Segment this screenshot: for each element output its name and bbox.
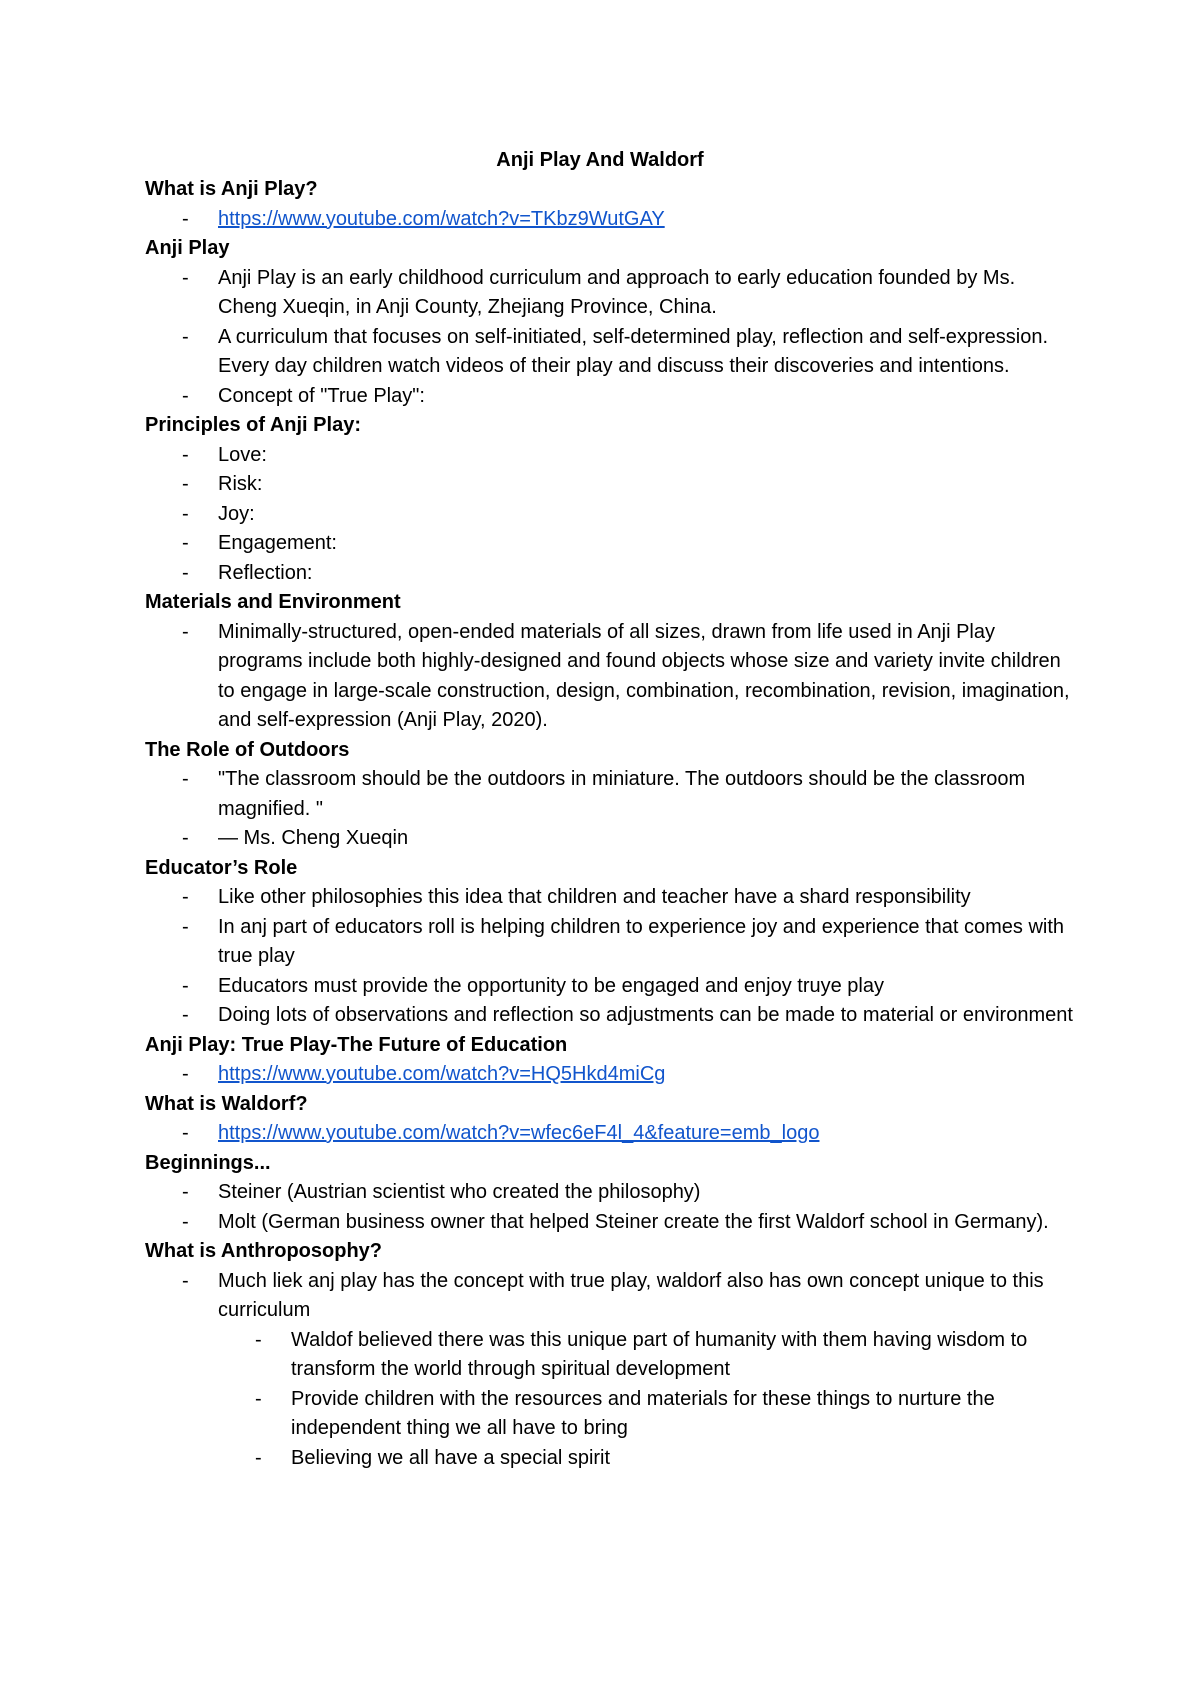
list-item — [145, 1208, 1075, 1238]
document-body — [145, 175, 1075, 1473]
bullet-dash: - — [182, 827, 189, 849]
list-item — [145, 972, 1075, 1002]
list-outdoors — [145, 765, 1075, 854]
youtube-link-anji-play[interactable]: https://www.youtube.com/watch?v=TKbz9WutGAY — [218, 207, 665, 230]
heading-principles: Principles of Anji Play: — [145, 414, 361, 436]
list-item-text: Molt (German business owner that helped Steiner create the first Waldorf school in Germany). — [218, 1210, 1049, 1233]
sub-list-item — [145, 1326, 1075, 1385]
bullet-dash: - — [182, 561, 189, 584]
list-item-text: Minimally-structured, open-ended materials of all sizes, drawn from life used in Anji Play programs include both highly-designed and found objects whose size and variety invite children to engage in large-scale construction, design, combination, recombination, revision, imagination, and self-expression (Anji Play, 2020). — [218, 620, 1070, 731]
sub-list-item — [145, 1385, 1075, 1444]
bullet-dash: - — [182, 443, 189, 466]
list-item-text: In anj part of educators roll is helping children to experience joy and experience that comes with true play — [218, 915, 1065, 967]
list-item — [145, 1119, 1075, 1149]
list-item-text: Concept of "True Play": — [218, 384, 425, 407]
list-item — [145, 1267, 1075, 1326]
list-item — [145, 618, 1075, 736]
bullet-dash: - — [182, 473, 189, 495]
list-item — [145, 1060, 1075, 1090]
bullet-dash: - — [182, 325, 189, 348]
heading-materials-environment: Materials and Environment — [145, 591, 401, 613]
youtube-link-true-play[interactable]: https://www.youtube.com/watch?v=HQ5Hkd4miCg — [218, 1063, 666, 1085]
list-true-play-future — [145, 1060, 1075, 1090]
list-item-text: Doing lots of observations and reflection so adjustments can be made to material or environment — [218, 1004, 1073, 1026]
list-item — [145, 765, 1075, 824]
list-item — [145, 1001, 1075, 1031]
bullet-dash: - — [182, 915, 189, 938]
bullet-dash: - — [182, 768, 189, 790]
list-item-text: A curriculum that focuses on self-initiated, self-determined play, reflection and self-expression. Every day children watch videos of their play and discuss their discoveries and intentions. — [218, 325, 1049, 377]
list-item — [145, 264, 1075, 323]
bullet-dash: - — [182, 620, 189, 643]
bullet-dash: - — [182, 1181, 189, 1203]
list-item-text: Like other philosophies this idea that children and teacher have a shard responsibility — [218, 886, 971, 908]
bullet-dash: - — [182, 1269, 189, 1292]
bullet-dash: - — [182, 384, 189, 407]
list-item — [145, 1178, 1075, 1208]
list-item-text: Waldof believed there was this unique part of humanity with them having wisdom to transform the world through spiritual development — [291, 1328, 1028, 1380]
list-beginnings — [145, 1178, 1075, 1237]
bullet-dash: - — [182, 502, 189, 525]
list-item-text: Steiner (Austrian scientist who created the philosophy) — [218, 1181, 701, 1203]
list-item-text: Love: — [218, 443, 267, 466]
heading-beginnings: Beginnings... — [145, 1151, 271, 1174]
bullet-dash: - — [182, 266, 189, 289]
bullet-dash: - — [255, 1446, 262, 1469]
list-item — [145, 824, 1075, 854]
list-item — [145, 883, 1075, 913]
list-anji-play — [145, 264, 1075, 412]
list-principles — [145, 441, 1075, 589]
bullet-dash: - — [182, 1004, 189, 1026]
heading-educators-role: Educator’s Role — [145, 856, 298, 879]
list-materials — [145, 618, 1075, 736]
bullet-dash: - — [182, 532, 189, 554]
heading-role-of-outdoors: The Role of Outdoors — [145, 738, 350, 761]
list-item — [145, 500, 1075, 530]
list-item-text: Joy: — [218, 502, 255, 525]
list-item-text: Risk: — [218, 473, 263, 495]
list-item — [145, 529, 1075, 559]
list-item-text: Provide children with the resources and materials for these things to nurture the independent thing we all have to bring — [291, 1387, 995, 1439]
list-item-text: Engagement: — [218, 532, 337, 554]
list-item — [145, 382, 1075, 412]
list-item — [145, 323, 1075, 382]
heading-what-is-anji-play: What is Anji Play? — [145, 178, 318, 200]
list-item-text: Educators must provide the opportunity to be engaged and enjoy truye play — [218, 974, 884, 997]
bullet-dash: - — [182, 207, 189, 230]
heading-anthroposophy: What is Anthroposophy? — [145, 1240, 383, 1262]
list-item — [145, 470, 1075, 500]
list-item — [145, 441, 1075, 471]
bullet-dash: - — [182, 1122, 189, 1144]
bullet-dash: - — [182, 886, 189, 908]
list-what-is-anji-play — [145, 205, 1075, 235]
heading-true-play-future: Anji Play: True Play-The Future of Education — [145, 1033, 568, 1056]
list-item — [145, 913, 1075, 972]
list-item-text: Believing we all have a special spirit — [291, 1446, 611, 1469]
bullet-dash: - — [182, 1063, 189, 1085]
list-item — [145, 559, 1075, 589]
list-educator — [145, 883, 1075, 1031]
sub-list-item — [145, 1444, 1075, 1474]
list-item-text: — Ms. Cheng Xueqin — [218, 827, 409, 849]
bullet-dash: - — [255, 1387, 262, 1410]
list-item-text: "The classroom should be the outdoors in miniature. The outdoors should be the classroom magnified. " — [218, 768, 1026, 820]
heading-anji-play: Anji Play — [145, 237, 230, 259]
bullet-dash: - — [255, 1328, 262, 1351]
list-item-text: Reflection: — [218, 561, 313, 584]
youtube-link-waldorf[interactable]: https://www.youtube.com/watch?v=wfec6eF4l_4&feature=emb_logo — [218, 1122, 820, 1144]
bullet-dash: - — [182, 974, 189, 997]
list-item — [145, 205, 1075, 235]
list-anthroposophy — [145, 1267, 1075, 1326]
heading-what-is-waldorf: What is Waldorf? — [145, 1092, 308, 1115]
list-item-text: Anji Play is an early childhood curriculum and approach to early education founded by Ms. Cheng Xueqin, in Anji County, Zhejiang Province, China. — [218, 266, 1016, 318]
sublist-anthroposophy — [145, 1326, 1075, 1474]
list-what-is-waldorf — [145, 1119, 1075, 1149]
list-item-text: Much liek anj play has the concept with true play, waldorf also has own concept unique to this curriculum — [218, 1269, 1044, 1321]
bullet-dash: - — [182, 1210, 189, 1233]
document-title: Anji Play And Waldorf — [496, 149, 704, 171]
